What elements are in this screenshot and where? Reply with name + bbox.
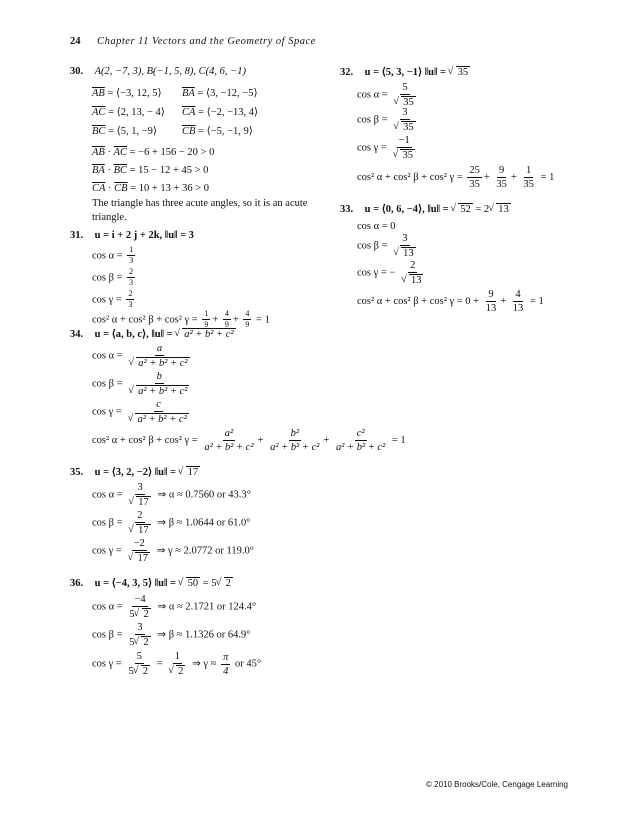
norm-simplified: = 5: [202, 578, 217, 589]
sum-result: = 1: [391, 434, 406, 446]
problem-number: 33.: [340, 204, 354, 215]
vector-label: $\overline{AC}$: [92, 107, 106, 118]
cos-alpha-label: cos α =: [92, 489, 123, 501]
cos-gamma-label: cos γ =: [92, 658, 122, 670]
cosine-sum: cos² α + cos² β + cos² γ =: [92, 434, 198, 446]
cosine-sum: cos² α + cos² β + cos² γ = 0 +: [357, 295, 480, 307]
given-points: A(2, −7, 3), B(−1, 5, 8), C(4, 6, −1): [94, 66, 246, 77]
vector-definition: u = ⟨0, 6, −4⟩, ‖u‖ =: [364, 204, 449, 215]
cos-gamma-label: cos γ =: [92, 406, 122, 418]
vector-value: = ⟨−3, 12, 5⟩: [107, 88, 162, 99]
cos-beta-label: cos β =: [357, 240, 388, 252]
norm-radical-2: √ 13: [496, 203, 511, 215]
page-header: [70, 36, 316, 47]
norm-radical-2: √ 2: [224, 577, 233, 589]
cos-gamma-label: cos γ =: [92, 294, 122, 306]
vector-definition: u = ⟨5, 3, −1⟩ ‖u‖ =: [364, 67, 447, 78]
problem-number: 30.: [70, 66, 84, 77]
vector-definition: u = ⟨a, b, c⟩, ‖u‖ =: [94, 329, 173, 340]
sum-result: = 1: [256, 314, 270, 326]
cos-beta-label: cos β =: [92, 629, 123, 641]
alpha-result: ⇒ α ≈ 0.7560 or 43.3°: [157, 489, 251, 501]
cos-alpha-label: cos α =: [92, 250, 123, 262]
problem-number: 34.: [70, 329, 84, 340]
vector-definition: u = ⟨3, 2, −2⟩ ‖u‖ =: [94, 467, 177, 478]
vector-label: $\overline{BA}$: [182, 88, 195, 99]
cos-alpha-label: cos α =: [92, 601, 123, 613]
cos-alpha-label: cos α =: [92, 350, 123, 362]
cos-beta-label: cos β =: [92, 517, 123, 529]
vector-label: $\overline{AB}$: [92, 88, 105, 99]
problem-number: 35.: [70, 467, 84, 478]
document-page: 24 Chapter 11 Vectors and the Geometry of Space 30. A(2, −7, 3), B(−1, 5, 8), C(4, 6, −1) $\overline{AB}$ = ⟨−3, 12, 5⟩ $\overline{BA}$ = ⟨3, −12, −5⟩ $\overline{AC}$ = ⟨2, 13, − 4⟩ $\overline{CA}$ = ⟨−2, −13, 4⟩ $\overline{BC}$ = ⟨5, 1, −9⟩ $\overline{CB}$ = ⟨−5, −1, 9⟩ $\overline{AB} \cdot \overline{AC} = -6 + 156 - 20 > 0$ $\overline{BA} \cdot \overline{BC} = 15 - 12 + 45 > 0$ $\overline{CA} \cdot \overline{CB} = 10 + 13 + 36 > 0$ The triangle has three acute angles, so it is an acute triangle. 31. u = i + 2 j + 2k, ‖u‖ = 3 cos α = $\frac{1}{3}$ cos β = $\frac{2}{3}$ cos γ = $\frac{2}{3}$ cos² α + cos² β + cos² γ = $\frac{1}{9}$ + $\frac{4}{9}$ + $\frac{4}{9}$ = 1 32. u = ⟨5, 3, −1⟩ ‖u‖ = √ 35 cos α = 5 √ 35 cos β = 3 √ 35 cos γ = −1 √ 35 cos² α + cos² β + cos² γ = $\frac{25}{35}$ + $\frac{9}{35}$ + $\frac{1}{35}$ = 1 33. u = ⟨0, 6, −4⟩, ‖u‖ = √ 52 = 2 √ 13 cos α = 0 cos β = 3 √ 13 cos γ = − 2 √ 13 cos² α + cos² β + cos² γ = 0 + $\frac{9}{13}$ + $\frac{4}{13}$ = 1 34. u = ⟨a, b, c⟩, ‖u‖ = √ a² + b² + c² cos α = a √ a² + b² + c² cos β = b √ a² + b² + c² cos γ = c √ a² + b² + c² cos² α + cos² β + cos² γ = $\frac{\text{a²}}{\text{a² + b² + c²}}$ + $\frac{\text{b²}}{\text{a² + b² + c²}}$ + $\frac{\text{c²}}{\text{a² + b² + c²}}$ = 1 35. u = ⟨3, 2, −2⟩ ‖u‖ = √ 17 cos α = 3 √ 17 ⇒ α ≈ 0.7560 or 43.3° cos β = 2 √ 17 ⇒ β ≈ 1.0644 or 61.0° cos γ = −2 √ 17 ⇒ γ ≈ 2.0772 or 119.0° 36. u = ⟨−4, 3, 5⟩ ‖u‖ = √ 50 = 5 √ 2 cos α = $\frac{-4}{5 √ 2}$ ⇒ α ≈ 2.1721 or 124.4° cos β = $\frac{3}{5 √ 2}$ ⇒ β ≈ 1.1326 or 64.9° cos γ = $\frac{5}{5 √ 2}$ = 1 √ 2 ⇒ γ ≈ $\frac{\pi}{4}$ or 45° © 2010 Brooks/Cole, Cengage Learning: [0, 0, 638, 817]
norm-simplified: = 2: [475, 204, 490, 215]
vector-definition: u = i + 2 j + 2k, ‖u‖ = 3: [94, 230, 194, 241]
cos-beta-label: cos β =: [92, 272, 123, 284]
cos-gamma-label: cos γ = −: [357, 267, 396, 279]
chapter-title: Chapter 11 Vectors and the Geometry of Space: [97, 36, 316, 47]
vector-value: = ⟨2, 13, − 4⟩: [108, 107, 165, 118]
dot-product-2: = 15 − 12 + 45 > 0: [129, 165, 209, 176]
vector-definition: u = ⟨−4, 3, 5⟩ ‖u‖ =: [94, 578, 177, 589]
vector-value: = ⟨−2, −13, 4⟩: [198, 107, 259, 118]
vector-label: $\overline{CA}$: [182, 107, 196, 118]
vector-label: $\overline{BC}$: [92, 126, 106, 137]
norm-radical: √ 52: [458, 203, 473, 215]
gamma-degrees: or 45°: [234, 658, 262, 670]
norm-radical: √ 35: [456, 66, 471, 78]
sum-result: = 1: [529, 295, 544, 307]
problem-number: 32.: [340, 67, 354, 78]
conclusion-line-2: triangle.: [92, 212, 127, 223]
beta-result: ⇒ β ≈ 1.1326 or 64.9°: [157, 629, 251, 641]
dot-product-1: = −6 + 156 − 20 > 0: [129, 147, 215, 158]
dot-product-3: = 10 + 13 + 36 > 0: [130, 183, 210, 194]
cos-beta-label: cos β =: [357, 114, 388, 126]
norm-radical: √ a² + b² + c²: [182, 328, 235, 340]
problem-number: 36.: [70, 578, 84, 589]
cosine-sum: cos² α + cos² β + cos² γ =: [92, 314, 198, 326]
page-number: 24: [70, 36, 81, 47]
cos-gamma-label: cos γ =: [92, 545, 122, 557]
vector-value: = ⟨−5, −1, 9⟩: [198, 126, 253, 137]
conclusion-line-1: The triangle has three acute angles, so it is an acute: [92, 198, 308, 209]
norm-radical: √ 17: [186, 466, 201, 478]
vector-value: = ⟨5, 1, −9⟩: [108, 126, 157, 137]
cos-alpha-label: cos α = 0: [357, 221, 396, 232]
vector-value: = ⟨3, −12, −5⟩: [197, 88, 258, 99]
beta-result: ⇒ β ≈ 1.0644 or 61.0°: [157, 517, 251, 529]
cosine-sum: cos² α + cos² β + cos² γ =: [357, 171, 463, 183]
gamma-result: ⇒ γ ≈: [191, 658, 217, 670]
norm-radical: √ 50: [186, 577, 201, 589]
gamma-result: ⇒ γ ≈ 2.0772 or 119.0°: [156, 545, 254, 557]
sum-result: = 1: [540, 171, 555, 183]
cos-alpha-label: cos α =: [357, 89, 388, 101]
cos-beta-label: cos β =: [92, 378, 123, 390]
copyright-footer: © 2010 Brooks/Cole, Cengage Learning: [426, 780, 568, 789]
vector-label: $\overline{CB}$: [182, 126, 196, 137]
cos-gamma-label: cos γ =: [357, 142, 387, 154]
alpha-result: ⇒ α ≈ 2.1721 or 124.4°: [157, 601, 257, 613]
problem-number: 31.: [70, 230, 84, 241]
